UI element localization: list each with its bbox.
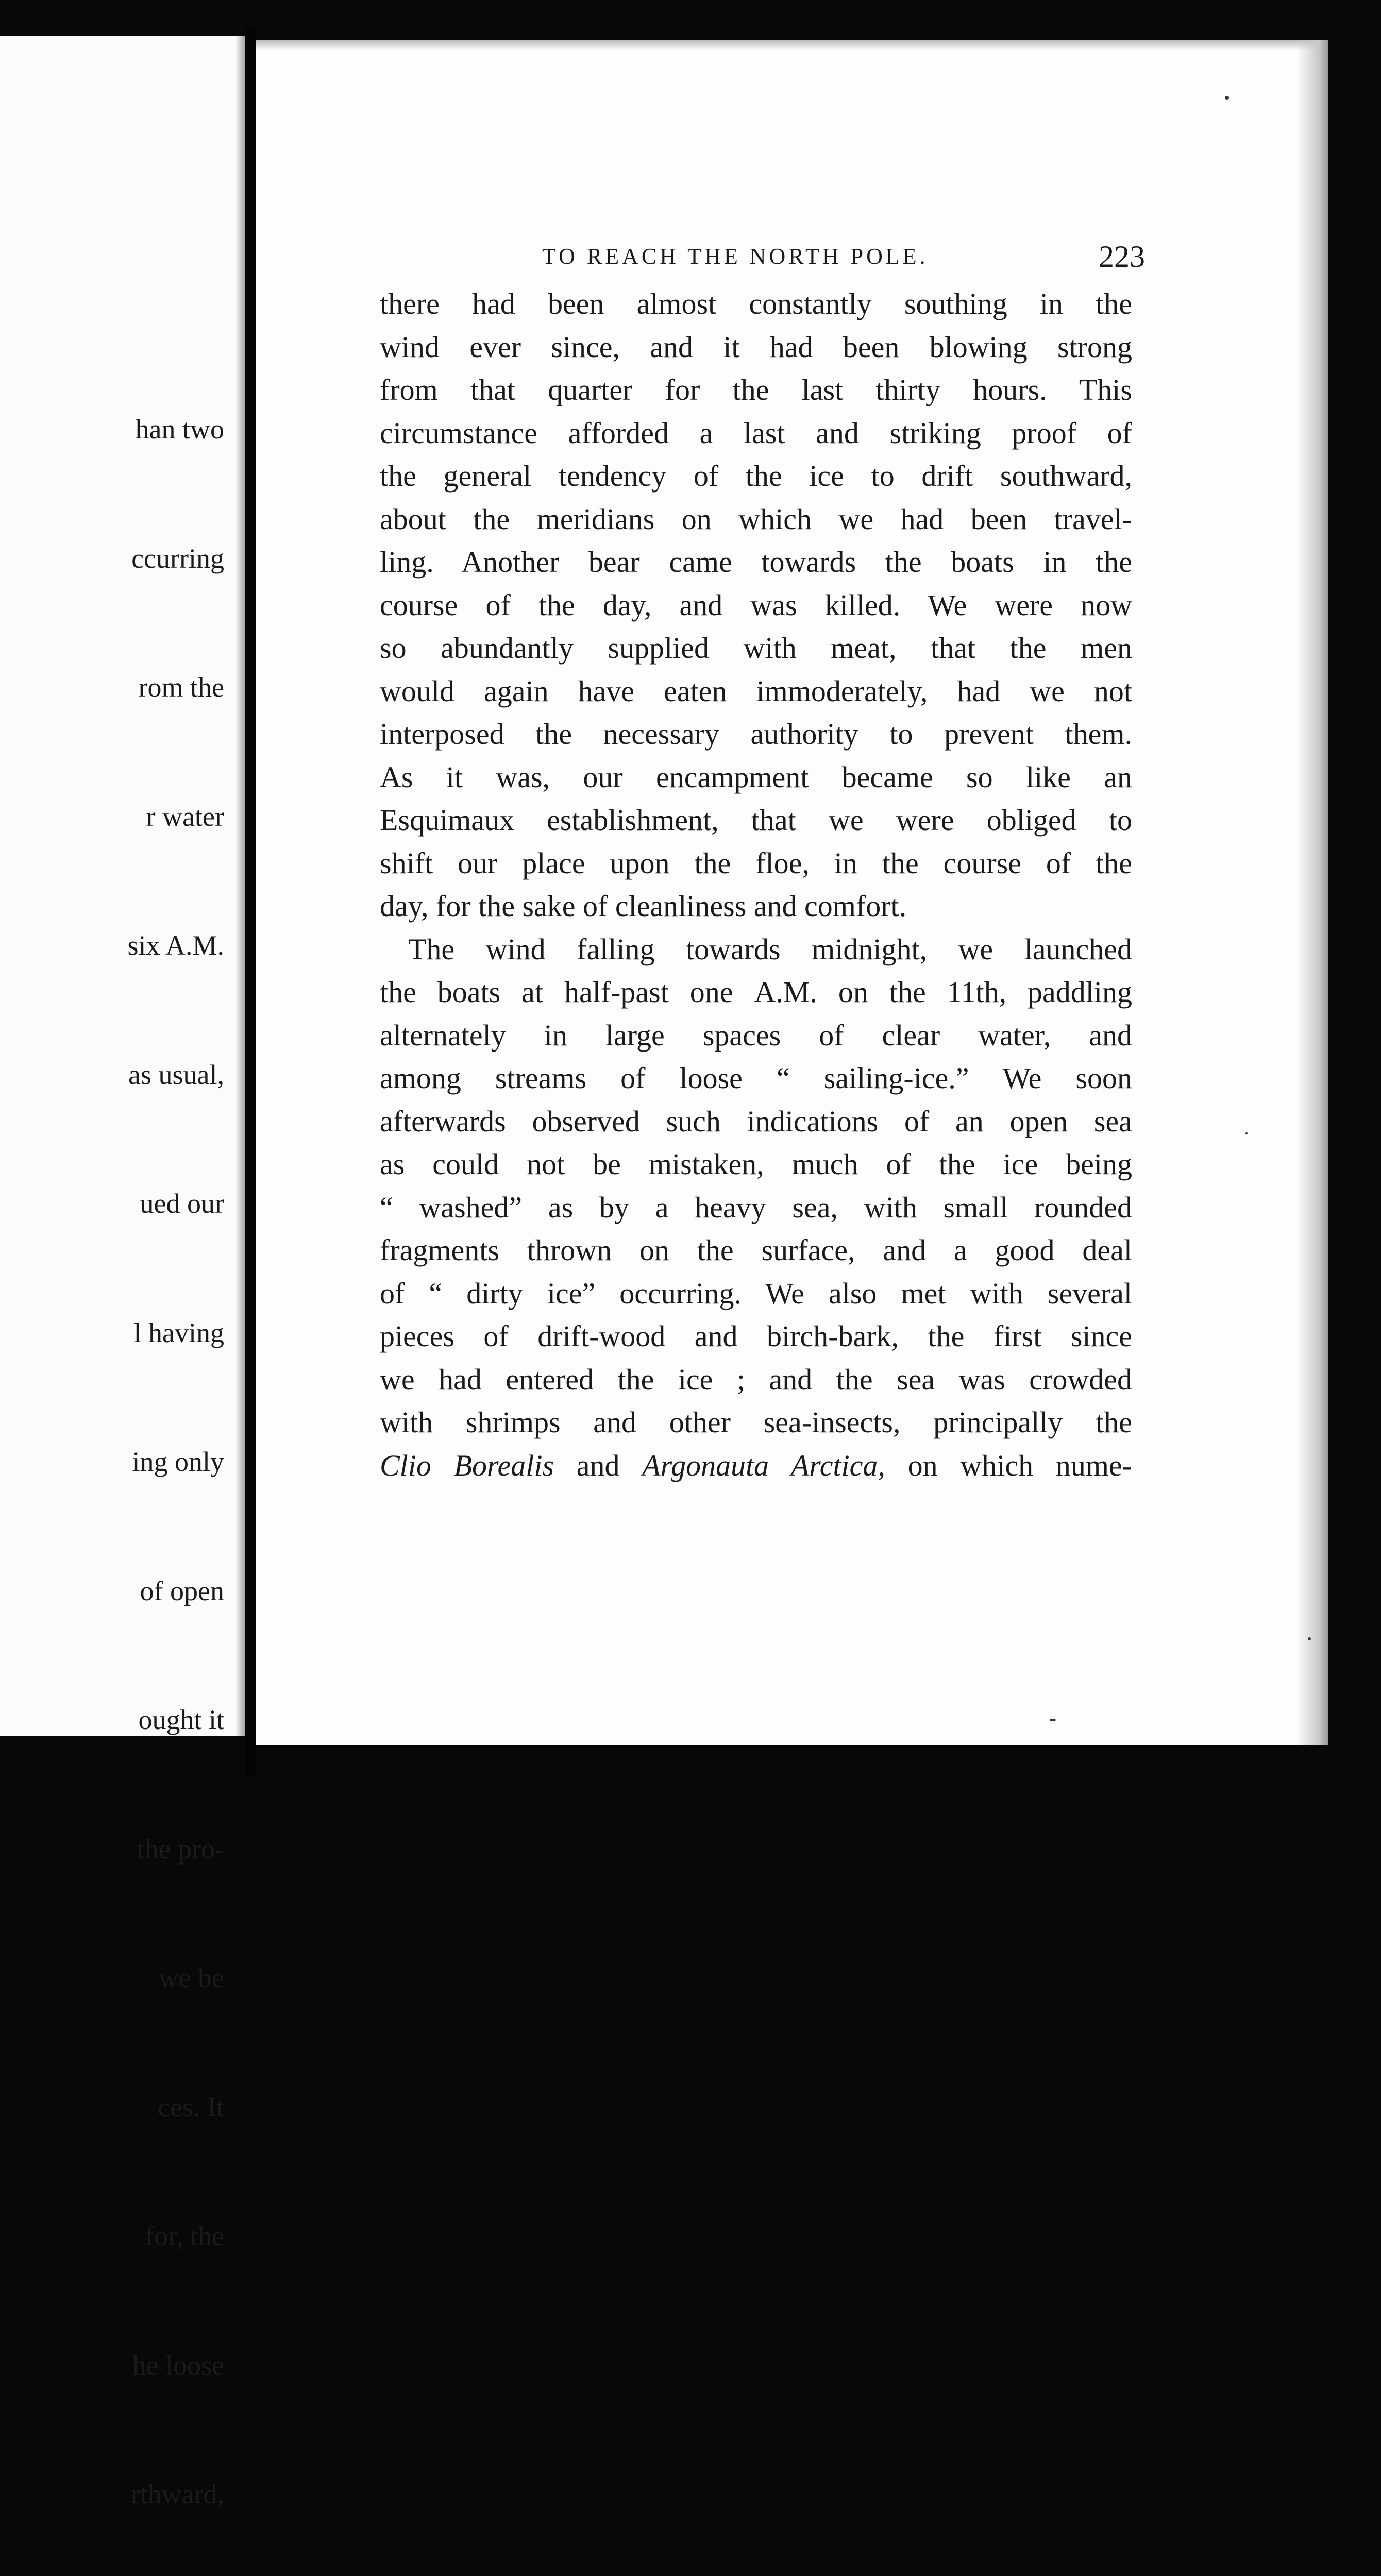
running-head	[542, 231, 1145, 282]
page-fore-edge	[1297, 40, 1328, 1745]
body-text	[380, 282, 1132, 1487]
body-line: would again have eaten immoderately, had we not	[380, 674, 1132, 708]
body-line: among streams of loose “ sailing-ice.” We soon	[380, 1061, 1132, 1095]
left-fragment-line: for, the	[145, 2221, 224, 2251]
paper-speck	[1245, 1132, 1248, 1134]
line-text-after-time: on the 11th, paddling	[838, 975, 1132, 1009]
left-page-text-fragments	[124, 322, 224, 2576]
left-fragment-line: ces. It	[158, 2091, 224, 2123]
body-line: shift our place upon the floe, in the course of the	[380, 846, 1132, 880]
page-top-edge	[256, 40, 1328, 50]
body-line: pieces of drift-wood and birch-bark, the first since	[380, 1319, 1132, 1353]
left-fragment-line: as usual,	[128, 1059, 224, 1090]
left-facing-page	[0, 36, 245, 2510]
body-line: afterwards observed such indications of an open sea	[380, 1104, 1132, 1138]
paragraph-end-line: day, for the sake of cleanliness and comfort.	[380, 889, 907, 923]
body-line: of “ dirty ice” occurring. We also met with several	[380, 1276, 1132, 1310]
body-line: “ washed” as by a heavy sea, with small rounded	[380, 1190, 1132, 1224]
line-text-after-species: on which nume-	[907, 1448, 1132, 1482]
left-fragment-line: han two	[135, 414, 224, 445]
left-fragment-line: ought it	[138, 1704, 224, 1735]
left-fragment-line: ccurring	[131, 543, 224, 574]
body-line: As it was, our encampment became so like an	[380, 760, 1132, 794]
body-line: there had been almost constantly southing in the	[380, 287, 1132, 320]
left-fragment-line: of open	[140, 1575, 224, 1606]
left-fragment-line: the pro-	[137, 1833, 224, 1865]
gutter-shadow	[235, 36, 245, 1736]
line-text-before-time: the boats at half-past one	[380, 975, 733, 1009]
time-am: A.M.	[754, 975, 817, 1009]
paragraph-start-line: The wind falling towards midnight, we launched	[408, 932, 1132, 966]
body-line: Esquimaux establishment, that we were obliged to	[380, 803, 1132, 837]
species-name-clio: Clio Borealis	[380, 1448, 554, 1482]
body-line-with-time	[380, 971, 1132, 1014]
paper-speck	[1225, 96, 1229, 100]
left-fragment-line: rom the	[138, 672, 224, 703]
left-fragment-line: l having	[133, 1317, 224, 1348]
species-name-argonauta: Argonauta Arctica,	[642, 1448, 885, 1482]
body-line: from that quarter for the last thirty hours. This	[380, 373, 1132, 406]
right-page	[256, 40, 1328, 1745]
left-fragment-line: rthward,	[130, 2479, 224, 2510]
body-line: so abundantly supplied with meat, that the men	[380, 631, 1132, 665]
body-line: we had entered the ice ; and the sea was crowded	[380, 1362, 1132, 1396]
running-head-title: TO REACH THE NORTH POLE.	[542, 244, 929, 269]
left-fragment-line: ing only	[132, 1446, 224, 1477]
paper-speck	[1050, 1719, 1056, 1721]
page-number: 223	[1099, 240, 1145, 274]
body-line: alternately in large spaces of clear water, and	[380, 1018, 1132, 1052]
body-line: circumstance afforded a last and striking proof of	[380, 416, 1132, 450]
body-line: fragments thrown on the surface, and a good deal	[380, 1233, 1132, 1267]
body-line: interposed the necessary authority to prevent them.	[380, 717, 1132, 751]
body-line: about the meridians on which we had been travel-	[380, 502, 1132, 536]
body-line: wind ever since, and it had been blowing strong	[380, 330, 1132, 364]
left-fragment-line: six A.M.	[127, 930, 224, 961]
left-fragment-line: we be	[158, 1962, 224, 1993]
left-fragment-line: r water	[146, 801, 224, 832]
paper-speck	[1308, 1637, 1311, 1640]
left-fragment-line: ued our	[140, 1188, 224, 1219]
book-binding-gutter	[245, 26, 256, 1777]
body-line: course of the day, and was killed. We were now	[380, 588, 1132, 622]
conjunction: and	[576, 1448, 620, 1482]
left-fragment-line: he loose	[132, 2349, 224, 2381]
body-line: the general tendency of the ice to drift southward,	[380, 459, 1132, 493]
body-line: ling. Another bear came towards the boats in the	[380, 545, 1132, 579]
body-line-species	[380, 1444, 1132, 1487]
body-line: as could not be mistaken, much of the ice being	[380, 1147, 1132, 1181]
body-line: with shrimps and other sea-insects, principally the	[380, 1405, 1132, 1439]
